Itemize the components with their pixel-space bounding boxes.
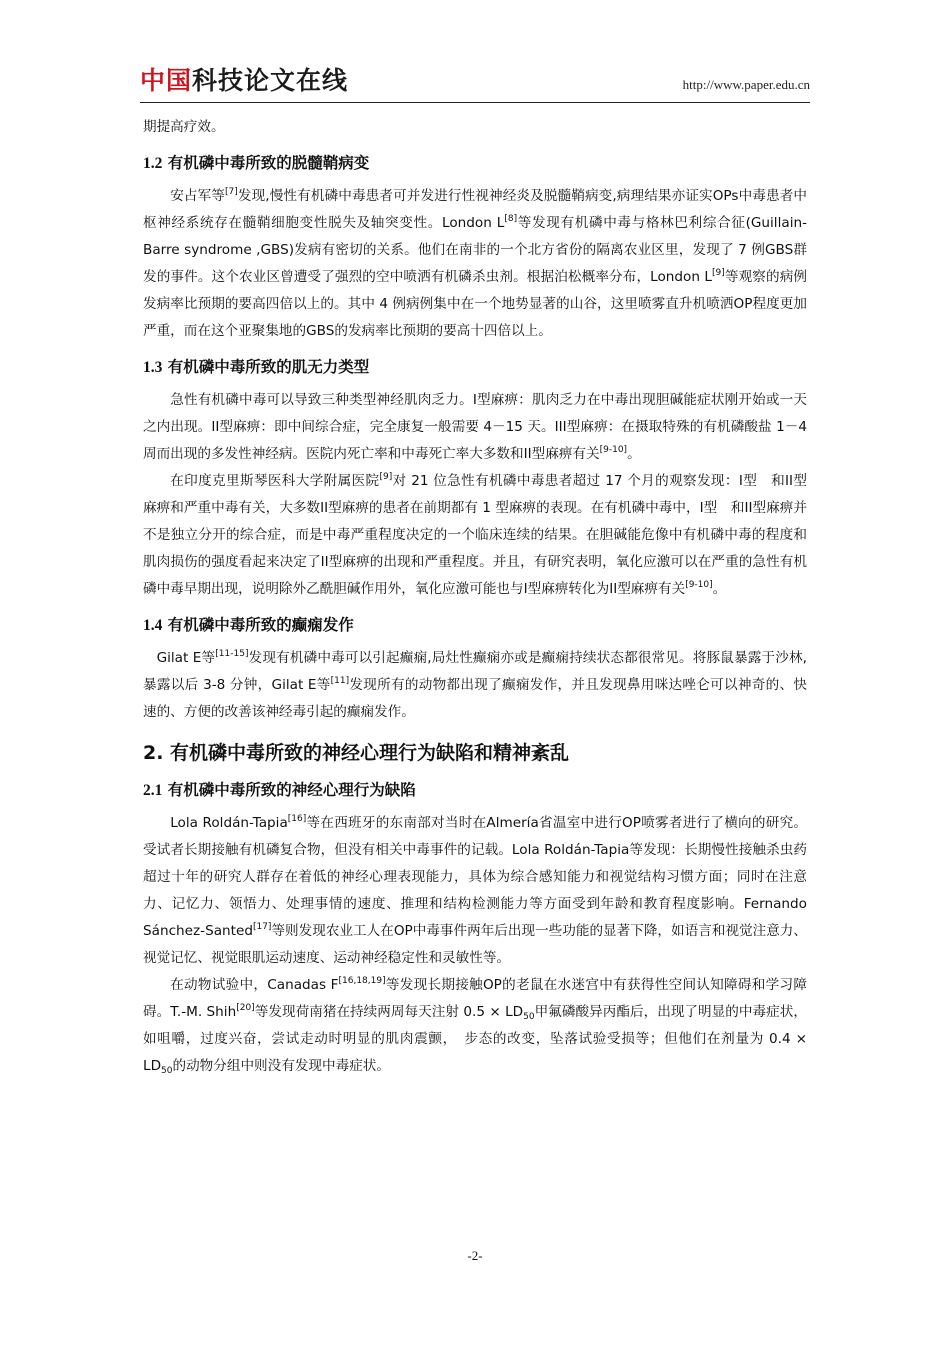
text-run: 发现,慢性有机磷中毒患者可并发进行性视神经炎及脱髓鞘病变,病理结果亦证实OPs中毒患者中枢神经系统存在髓鞘细胞变性脱失及轴突变性。London L [143,188,807,231]
section-2-1-paragraph-1 [143,810,807,972]
page-number: -2- [467,1248,483,1263]
text-run: 发现所有的动物都出现了癫痫发作，并且发现鼻用咪达唑仑可以神奇的、快速的、方便的改善该神经毒引起的癫痫发作。 [143,677,807,720]
text-run: Lola Roldán-Tapia [170,815,288,831]
citation: [20] [236,1003,255,1013]
section-number: 2.1 [143,782,163,799]
section-title: 有机磷中毒所致的肌无力类型 [167,358,370,376]
citation: [11] [330,676,350,686]
text-run: 急性有机磷中毒可以导致三种类型神经肌肉乏力。I型麻痹：肌肉乏力在中毒出现胆碱能症状刚开始或一天之内出现。II型麻痹：即中间综合症，完全康复一般需要 4－15 天。III型麻痹：在摄取特殊的有机磷酸盐 1－4 周而出现的多发性神经病。医院内死亡率和中毒死亡率大多数和II型麻痹有关 [143,392,807,462]
citation: [9-10] [685,580,713,590]
citation: [9-10] [599,445,628,455]
section-2-1-paragraph-2 [143,972,807,1080]
section-1-4-heading [143,612,807,639]
text-run: 在印度克里斯琴医科大学附属医院 [170,473,380,489]
section-title: 有机磷中毒所致的脱髓鞘病变 [167,154,370,172]
section-number: 1.3 [143,359,163,376]
header-url: http://www.paper.edu.cn [682,77,810,92]
page-header [140,66,810,103]
citation: [11-15] [215,649,249,659]
text-run: 。 [627,446,641,462]
subscript: 50 [523,1012,535,1022]
section-number: 1.4 [143,617,163,634]
citation: [9] [379,472,393,482]
section-1-2-paragraph [143,183,807,345]
citation: [16,18,19] [338,976,386,986]
citation: [7] [225,187,238,197]
section-1-3-paragraph-2 [143,468,821,603]
section-1-3-heading [143,354,807,381]
text-run: 。 [712,581,727,597]
section-title: 有机磷中毒所致的神经心理行为缺陷 [167,781,416,799]
site-logo [140,66,348,96]
logo-red-text: 中国 [140,66,193,95]
text-run: 甲氟磷酸异丙酯后，出现了明显的中毒症状，如咀嚼，过度兴奋，尝试走动时明显的肌肉震颤， 步态的改变，坠落试验受损等；但他们在剂量为 0.4 × LD [143,1004,807,1074]
subscript: 50 [161,1066,173,1076]
intro-paragraph: 期提高疗效。 [143,119,225,135]
section-2-1-heading [143,777,807,804]
text-run: Gilat E等 [156,650,216,666]
section-2-heading: 2. 有机磷中毒所致的神经心理行为缺陷和精神紊乱 [143,742,570,764]
text-run: 安占军等 [170,188,226,204]
citation: [9] [712,268,725,278]
text-run: 对 21 位急性有机磷中毒患者超过 17 个月的观察发现：I型 和II型 麻痹和严重中毒有关，大多数II型麻痹的患者在前期都有 1 型麻痹的表现。在有机磷中毒中，I型 和II型麻痹并不是独立分开的综合症，而是中毒严重程度决定的一个临床连续的结果。在胆碱能危像中有机磷中毒的程度和肌肉损伤的强度看起来决定了II型麻痹的出现和严重程度。并且，有研究表明，氧化应激可以在严重的急性有机磷中毒早期出现，说明除外乙酰胆碱作用外，氧化应激可能也与I型麻痹转化为II型麻痹有关 [143,473,821,597]
text-run: 等观察的病例发病率比预期的要高四倍以上的。其中 4 例病例集中在一个地势显著的山谷，这里喷雾直升机喷洒OP程度更加严重，而在这个亚聚集地的GBS的发病率比预期的要高十四倍以上。 [143,269,807,339]
section-1-3-paragraph-1 [143,387,807,468]
logo-black-text: 科技论文在线 [192,66,349,95]
citation: [16] [287,814,307,824]
paper-body [143,114,821,1080]
text-run: 在动物试验中，Canadas F [170,977,339,993]
section-number: 1.2 [143,155,163,172]
text-run: 等则发现农业工人在OP中毒事件两年后出现一些功能的显著下降，如语言和视觉注意力、视觉记忆、视觉眼肌运动速度、运动神经稳定性和灵敏性等。 [143,923,807,966]
section-title: 有机磷中毒所致的癫痫发作 [167,616,354,634]
citation: [8] [504,214,518,224]
section-1-4-paragraph [143,645,807,726]
citation: [17] [252,922,272,932]
text-run: 等在西班牙的东南部对当时在Almería省温室中进行OP喷雾者进行了横向的研究。受试者长期接触有机磷复合物，但没有相关中毒事件的记载。Lola Roldán-Tapia等发现：长期慢性接触杀虫药超过十年的研究人群存在着低的神经心理表现能力，具体为综合感知能力和视觉结构习惯方面；同时在注意力、记忆力、领悟力、处理事情的速度、推理和结构检测能力等方面受到年龄和教育程度影响。Fernando Sánchez-Santed [143,815,807,939]
text-run: 等发现长期接触OP的老鼠在水迷宫中有获得性空间认知障碍和学习障碍。T.-M. Shih [143,977,807,1020]
text-run: 发现有机磷中毒可以引起癫痫,局灶性癫痫亦或是癫痫持续状态都很常见。将豚鼠暴露于沙林,暴露以后 3-8 分钟，Gilat E等 [143,650,807,693]
text-run: 等发现荷南猪在持续两周每天注射 0.5 × LD [254,1004,524,1020]
text-run: 的动物分组中则没有发现中毒症状。 [172,1058,390,1074]
section-1-2-heading [143,150,807,177]
text-run: 等发现有机磷中毒与格林巴利综合征(Guillain-Barre syndrome ,GBS)发病有密切的关系。他们在南非的一个北方省份的隔离农业区里，发现了 7 例GBS群发的事件。这个农业区曾遭受了强烈的空中喷洒有机磷杀虫剂。根据泊松概率分布，London L [143,215,807,285]
